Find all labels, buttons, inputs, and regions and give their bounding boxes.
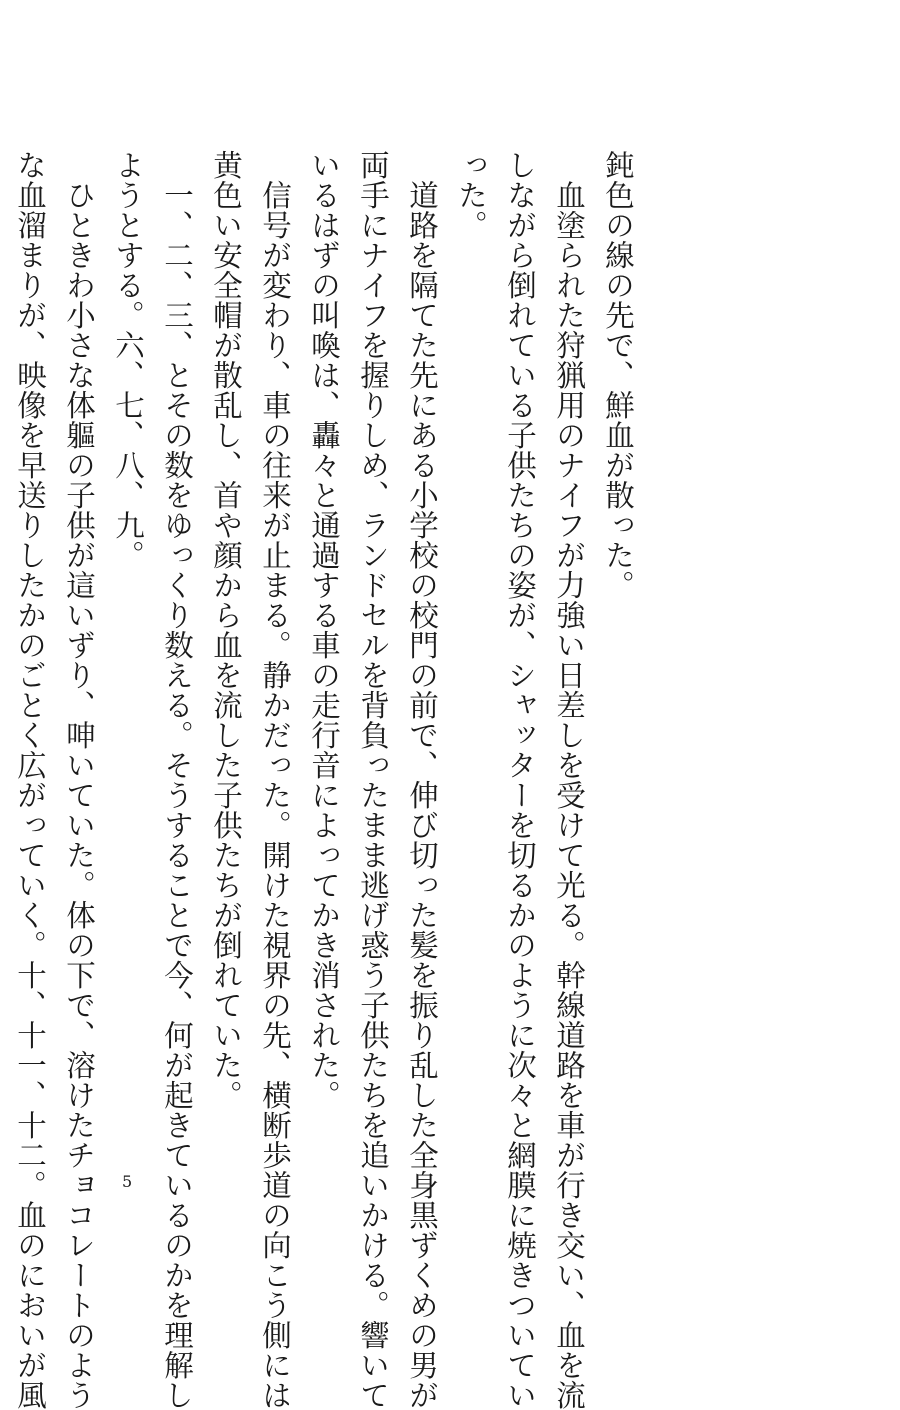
text-line: 黄色い安全帽が散乱し、首や顔から血を流した子供たちが倒れていた。 [209, 150, 243, 1110]
text-line: 道路を隔てた先にある小学校の校門の前で、伸び切った髪を振り乱した全身黒ずくめの男が [405, 150, 439, 1410]
text-line: 信号が変わり、車の往来が止まる。静かだった。開けた視界の先、横断歩道の向こう側には [258, 150, 292, 1410]
text-line: しながら倒れている子供たちの姿が、シャッターを切るかのように次々と網膜に焼きついてい [503, 150, 537, 1410]
text-line: 血塗られた狩猟用のナイフが力強い日差しを受けて光る。幹線道路を車が行き交い、血を流 [552, 150, 586, 1410]
text-line: 一、二、三、とその数をゆっくり数える。そうすることで今、何が起きているのかを理解し [160, 150, 194, 1410]
text-line: 両手にナイフを握りしめ、ランドセルを背負ったまま逃げ惑う子供たちを追いかける。響いて [356, 150, 390, 1410]
text-line: った。 [454, 150, 488, 240]
text-line: ひときわ小さな体軀の子供が這いずり、呻いていた。体の下で、溶けたチョコレートのよう [62, 150, 96, 1410]
text-line: ようとする。六、七、八、九。 [111, 150, 145, 570]
text-line: 鈍色の線の先で、鮮血が散った。 [601, 150, 635, 600]
novel-text-block [0, 150, 642, 1410]
text-line: な血溜まりが、映像を早送りしたかのごとく広がっていく。十、十一、十二。血のにおいが風 [13, 150, 47, 1410]
text-line: いるはずの叫喚は、轟々と通過する車の走行音によってかき消された。 [307, 150, 341, 1110]
page-number: 5 [122, 1172, 133, 1191]
text-line [0, 150, 5, 1150]
